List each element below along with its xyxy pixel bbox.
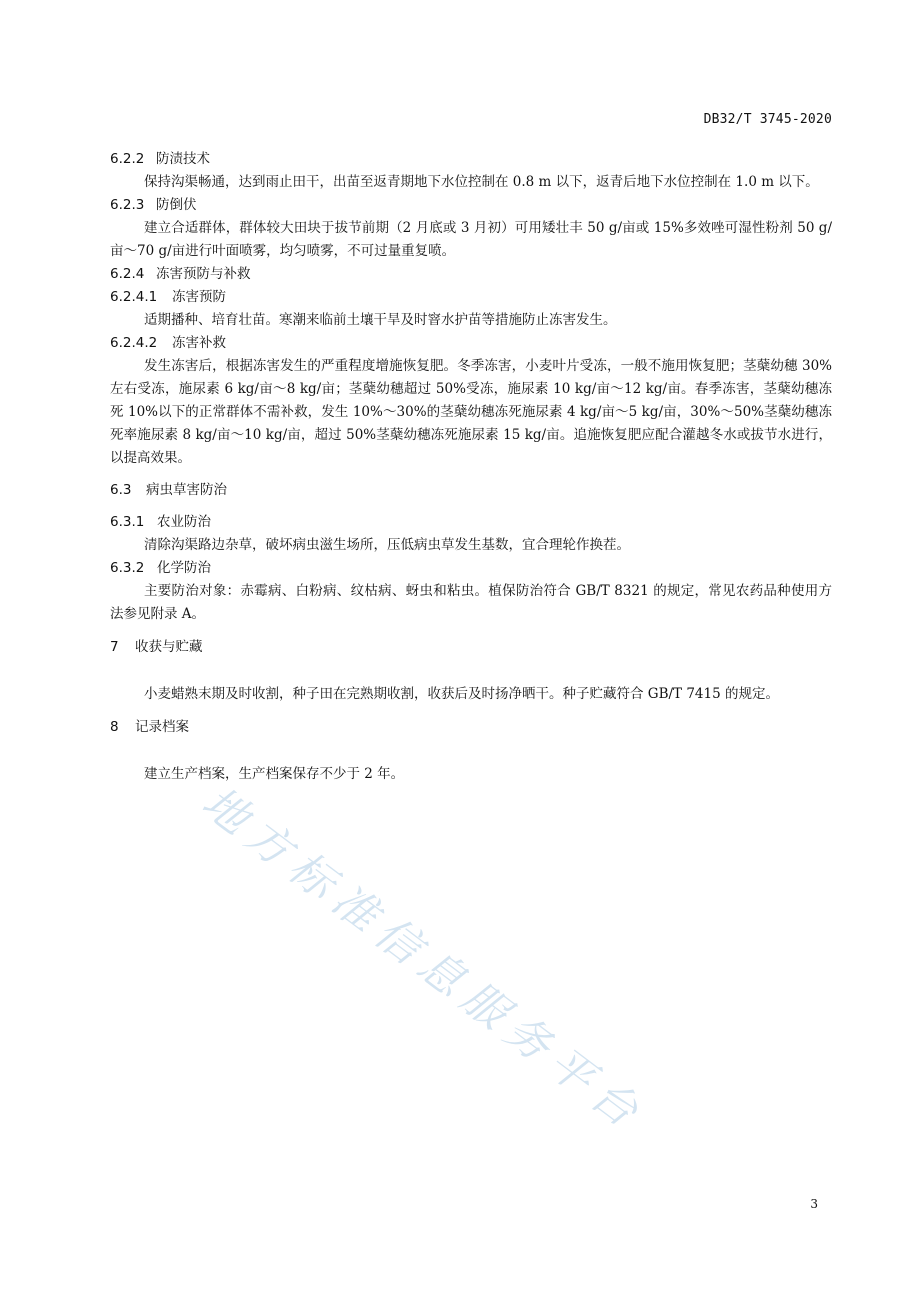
paragraph-6-2-2: 保持沟渠畅通，达到雨止田干，出苗至返青期地下水位控制在 0.8 m 以下，返青后地下水位控制在 1.0 m 以下。 — [144, 174, 819, 190]
heading-8 — [110, 716, 832, 739]
section-title: 病虫草害防治 — [146, 482, 227, 498]
paragraph-6-3-1: 清除沟渠路边杂草，破坏病虫滋生场所，压低病虫草发生基数，宜合理轮作换茬。 — [144, 537, 630, 553]
paragraph-6-3-2: 主要防治对象：赤霉病、白粉病、纹枯病、蚜虫和粘虫。植保防治符合 GB/T 8321 的规定，常见农药品种使用方法参见附录 A。 — [110, 583, 832, 622]
paragraph-6-2-4-1: 适期播种、培育壮苗。寒潮来临前土壤干旱及时窨水护苗等措施防止冻害发生。 — [144, 312, 617, 328]
heading-6-2-4-1 — [110, 286, 832, 309]
section-title: 冻害预防 — [172, 289, 226, 305]
section-title: 化学防治 — [157, 560, 211, 576]
paragraph-6-2-3: 建立合适群体，群体较大田块于拔节前期（2 月底或 3 月初）可用矮壮丰 50 g/亩或 15%多效唑可湿性粉剂 50 g/亩～70 g/亩进行叶面喷雾，均匀喷雾，不可过量重复喷。 — [110, 220, 832, 259]
section-title: 防倒伏 — [156, 197, 197, 213]
heading-6-3-2 — [110, 557, 832, 580]
section-number: 7 — [110, 639, 119, 655]
section-title: 冻害补救 — [172, 335, 226, 351]
section-title: 防渍技术 — [156, 151, 210, 167]
section-number: 6.3.1 — [110, 514, 145, 530]
paragraph-6-2-4-2: 发生冻害后，根据冻害发生的严重程度增施恢复肥。冬季冻害，小麦叶片受冻，一般不施用恢复肥；茎蘖幼穗 30%左右受冻，施尿素 6 kg/亩～8 kg/亩；茎蘖幼穗超过 50%受冻，施尿素 10 kg/亩～12 kg/亩。春季冻害，茎蘖幼穗冻死 10%以下的正常群体不需补救，发生 10%～30%的茎蘖幼穗冻死施尿素 4 kg/亩～5 kg/亩，30%～50%茎蘖幼穗冻死率施尿素 8 kg/亩～10 kg/亩，超过 50%茎蘖幼穗冻死施尿素 15 kg/亩。追施恢复肥应配合灌越冬水或拔节水进行，以提高效果。 — [110, 358, 832, 466]
section-number: 6.2.4.2 — [110, 335, 158, 351]
section-title: 记录档案 — [135, 719, 189, 735]
heading-6-3-1 — [110, 511, 832, 534]
heading-6-2-2 — [110, 148, 832, 171]
heading-6-2-4-2 — [110, 332, 832, 355]
heading-6-2-4 — [110, 263, 832, 286]
paragraph-7: 小麦蜡熟末期及时收割，种子田在完熟期收割，收获后及时扬净晒干。种子贮藏符合 GB/T 7415 的规定。 — [144, 686, 779, 702]
heading-6-2-3 — [110, 194, 832, 217]
section-number: 6.3 — [110, 482, 132, 498]
section-number: 6.2.2 — [110, 151, 145, 167]
section-title: 农业防治 — [157, 514, 211, 530]
page-number: 3 — [810, 1197, 818, 1211]
section-number: 6.2.4 — [110, 266, 145, 282]
document-body — [110, 148, 832, 786]
heading-7 — [110, 636, 832, 659]
document-code: DB32/T 3745-2020 — [703, 112, 832, 127]
watermark: 地方标准信息服务平台 — [192, 776, 655, 1143]
section-number: 6.2.4.1 — [110, 289, 158, 305]
section-number: 6.2.3 — [110, 197, 145, 213]
section-title: 冻害预防与补救 — [156, 266, 251, 282]
paragraph-8: 建立生产档案，生产档案保存不少于 2 年。 — [144, 766, 405, 782]
section-number: 6.3.2 — [110, 560, 145, 576]
heading-6-3 — [110, 479, 832, 502]
section-title: 收获与贮藏 — [135, 639, 203, 655]
section-number: 8 — [110, 719, 119, 735]
